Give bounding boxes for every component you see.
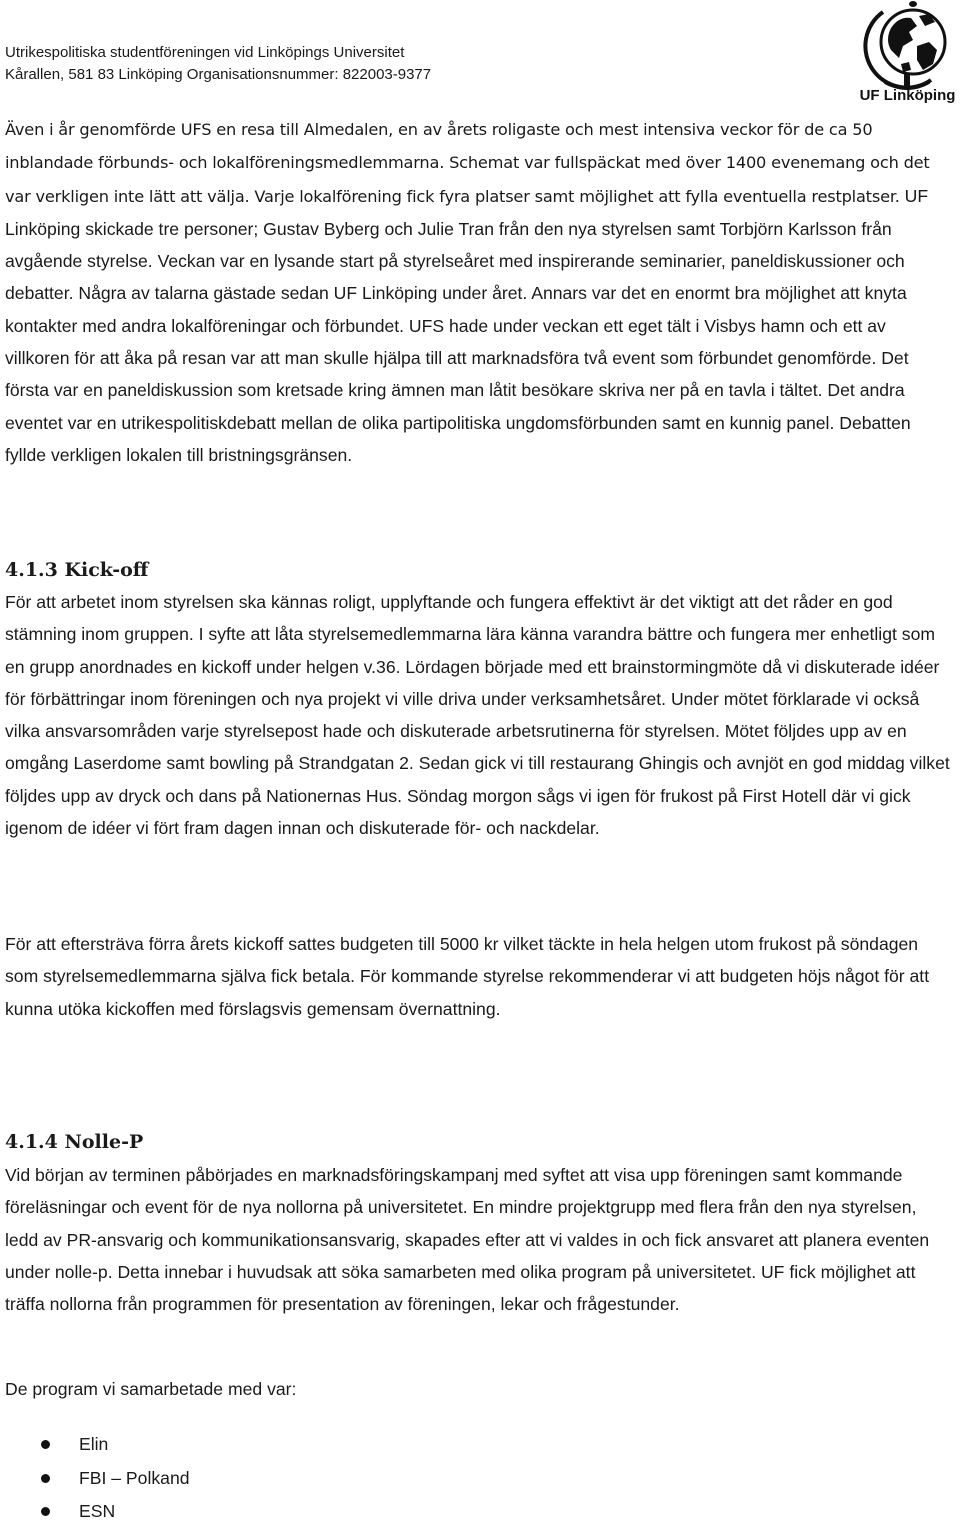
uf-linkoping-logo	[855, 0, 960, 110]
list-item-label: ESN	[79, 1501, 116, 1521]
logo-wordmark: UF Linköping	[859, 87, 956, 104]
bullet-icon	[41, 1440, 50, 1449]
kickoff-paragraph-2	[5, 928, 953, 1025]
nollep-paragraph	[5, 1159, 953, 1320]
program-list-intro	[5, 1373, 953, 1405]
organization-address: Kårallen, 581 83 Linköping Organisationsnummer: 822003-9377	[5, 66, 432, 83]
list-item-label: Elin	[79, 1434, 109, 1454]
program-list-intro-text: De program vi samarbetade med var:	[5, 1379, 297, 1399]
almedalen-lead-text: Även i år genomförde UFS en resa till Almedalen, en av årets roligaste och mest intensiva veckor för de ca 50 inblandade förbunds- och lokalföreningsmedlemmarna. Schemat var fullspäckat med över 1400 evenemang och det var verkligen inte lätt att välja. Varje lokalförening fick fyra platser samt möjlighet att fylla eventuella restplatser.	[5, 120, 930, 206]
kickoff-heading: 4.1.3 Kick-off	[5, 559, 149, 581]
kickoff-text-2: För att eftersträva förra årets kickoff sattes budgeten till 5000 kr vilket täckte in hela helgen utom frukost på söndagen som styrelsemedlemmarna själva fick betala. För kommande styrelse rekommenderar vi att budgeten höjs något för att kunna utöka kickoffen med förslagsvis gemensam övernattning.	[5, 934, 930, 1019]
almedalen-body-text: UF Linköping skickade tre personer; Gustav Byberg och Julie Tran från den nya styrelsen samt Torbjörn Karlsson från avgående styrelse. Veckan var en lysande start på styrelseåret med inspirerande seminarier, paneldiskussioner och debatter. Några av talarna gästade sedan UF Linköping under året. Annars var det en enormt bra möjlighet att knyta kontakter med andra lokalföreningar och förbundet. UFS hade under veckan ett eget tält i Visbys hamn och ett av villkoren för att åka på resan var att man skulle hjälpa till att marknadsföra två event som förbundet genomförde. Det första var en paneldiskussion som kretsade kring ämnen man låtit besökare skriva ner på en tavla i tältet. Det andra eventet var en utrikespolitiskdebatt mellan de olika partipolitiska ungdomsförbunden samt en kunnig panel. Debatten fyllde verkligen lokalen till bristningsgränsen.	[5, 185, 929, 465]
bullet-icon	[41, 1507, 50, 1516]
list-item-label: FBI – Polkand	[79, 1467, 190, 1488]
nollep-heading: 4.1.4 Nolle-P	[5, 1131, 144, 1153]
bullet-icon	[41, 1474, 50, 1483]
nollep-text: Vid början av terminen påbörjades en marknadsföringskampanj med syftet att visa upp föreningen samt kommande föreläsningar och event för de nya nollorna på universitetet. En mindre projektgrupp med flera från den nya styrelsen, ledd av PR-ansvarig och kommunikationsansvarig, skapades efter att vi valdes in och fick ansvaret att planera eventen under nolle-p. Detta innebar i huvudsak att söka samarbeten med olika program på universitetet. UF fick möjlighet att träffa nollorna från programmen för presentation av föreningen, lekar och frågestunder.	[5, 1165, 930, 1315]
kickoff-text-1: För att arbetet inom styrelsen ska kännas roligt, upplyftande och fungera effektivt är det viktigt att det råder en god stämning inom gruppen. I syfte att låta styrelsemedlemmarna lära känna varandra bättre och fungera mer enhetligt som en grupp anordnades en kickoff under helgen v.36. Lördagen började med ett brainstormingmöte då vi diskuterade idéer för förbättringar inom föreningen och nya projekt vi ville driva under verksamhetsåret. Under mötet förklarade vi också vilka ansvarsområden varje styrelsepost hade och diskuterade arbetsrutinerna för styrelsen. Mötet följdes upp av en omgång Laserdome samt bowling på Strandgatan 2. Sedan gick vi till restaurang Ghingis och avnjöt en god middag vilket följdes upp av dryck och dans på Nationernas Hus. Söndag morgon sågs vi igen för frukost på First Hotell där vi gick igenom de idéer vi fört fram dagen innan och diskuterade för- och nackdelar.	[5, 592, 950, 839]
organization-name: Utrikespolitiska studentföreningen vid Linköpings Universitet	[5, 44, 405, 61]
organization-header	[5, 42, 431, 86]
almedalen-paragraph	[5, 113, 953, 471]
globe-icon	[855, 0, 960, 90]
kickoff-paragraph-1	[5, 586, 953, 844]
